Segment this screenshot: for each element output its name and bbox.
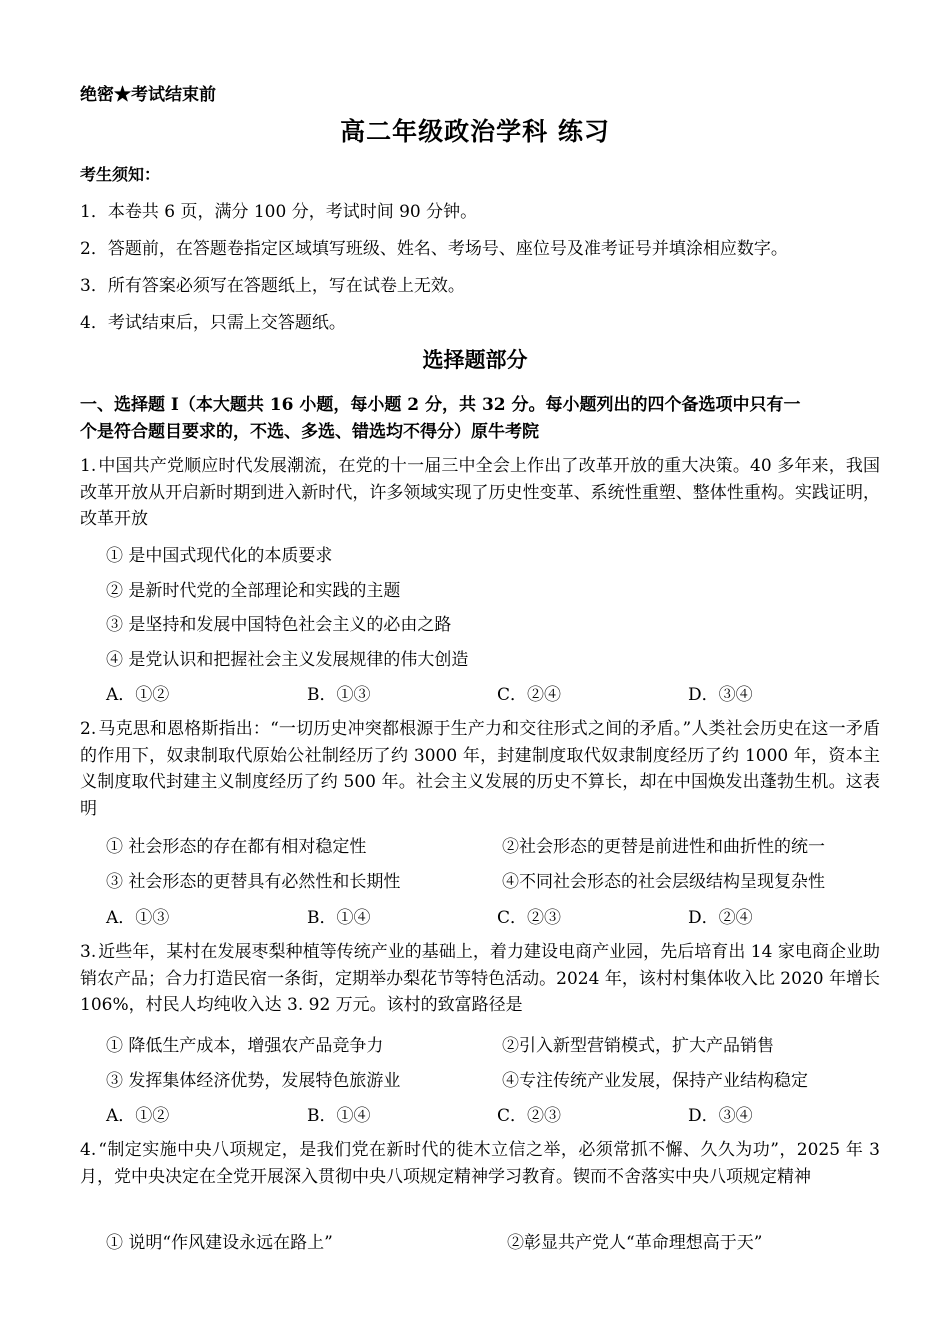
question-text: “制定实施中央八项规定，是我们党在新时代的徙木立信之举，必须常抓不懈、久久为功”，2025 年 3 月，党中央决定在全党开展深入贯彻中央八项规定精神学习教育。锲而不舍落实中央八项规定精神 (80, 1140, 880, 1187)
question-2-option: ① 社会形态的存在都有相对稳定性 (106, 837, 367, 857)
question-2-answer-a: A．①③ (106, 908, 170, 928)
question-1-answer-a: A．①② (106, 685, 170, 705)
notice-item: 3．所有答案必须写在答题纸上，写在试卷上无效。 (80, 276, 465, 296)
question-3-answer-a: A．①② (106, 1106, 170, 1126)
question-1-stem (80, 453, 880, 533)
question-2-stem (80, 716, 880, 822)
question-text: 近些年，某村在发展枣梨种植等传统产业的基础上，着力建设电商产业园，先后培育出 14 家电商企业助销农产品；合力打造民宿一条街，定期举办梨花节等特色活动。2024 年，该村村集体收入比 2020 年增长 106%，村民人均纯收入达 3. 92 万元。该村的致富路径是 (80, 942, 880, 1015)
question-2-answer-d: D．②④ (688, 908, 753, 928)
notice-heading: 考生须知： (80, 165, 161, 184)
question-1-option: ① 是中国式现代化的本质要求 (106, 546, 333, 566)
question-2-answer-c: C．②③ (497, 908, 562, 928)
question-text: 中国共产党顺应时代发展潮流，在党的十一届三中全会上作出了改革开放的重大决策。40 多年来，我国改革开放从开启新时期到进入新时代，许多领域实现了历史性变革、系统性重塑、整体性重构。实践证明，改革开放 (80, 456, 880, 529)
question-3-answer-b: B．①④ (307, 1106, 371, 1126)
question-4-option: ②彰显共产党人“革命理想高于天” (507, 1233, 763, 1253)
question-3-answer-d: D．③④ (688, 1106, 753, 1126)
question-number: 1. (80, 456, 97, 476)
question-1-answer-d: D．③④ (688, 685, 753, 705)
question-2-option: ④不同社会形态的社会层级结构呈现复杂性 (502, 872, 825, 892)
notice-item: 1．本卷共 6 页，满分 100 分，考试时间 90 分钟。 (80, 202, 478, 222)
question-2-option: ②社会形态的更替是前进性和曲折性的统一 (502, 837, 825, 857)
question-2-option: ③ 社会形态的更替具有必然性和长期性 (106, 872, 401, 892)
question-number: 4. (80, 1140, 97, 1160)
question-3-option: ① 降低生产成本，增强农产品竞争力 (106, 1036, 384, 1056)
question-2-answer-b: B．①④ (307, 908, 371, 928)
question-1-option: ③ 是坚持和发展中国特色社会主义的必由之路 (106, 615, 452, 635)
question-3-stem (80, 939, 880, 1019)
secret-label: 绝密★考试结束前 (80, 85, 216, 105)
question-number: 3. (80, 942, 97, 962)
question-3-option: ②引入新型营销模式，扩大产品销售 (502, 1036, 774, 1056)
question-number: 2. (80, 719, 97, 739)
page-title: 高二年级政治学科 练习 (340, 117, 610, 146)
question-1-answer-c: C．②④ (497, 685, 562, 705)
part-heading: 个是符合题目要求的，不选、多选、错选均不得分）原牛考院 (80, 422, 539, 442)
question-text: 马克思和恩格斯指出：“一切历史冲突都根源于生产力和交往形式之间的矛盾。”人类社会历史在这一矛盾的作用下，奴隶制取代原始公社制经历了约 3000 年，封建制度取代奴隶制度经历了约 1000 年，资本主义制度取代封建主义制度经历了约 500 年。社会主义发展的历史不算长，却在中国焕发出蓬勃生机。这表明 (80, 719, 880, 819)
notice-item: 2．答题前，在答题卷指定区域填写班级、姓名、考场号、座位号及准考证号并填涂相应数字。 (80, 239, 788, 259)
question-3-option: ④专注传统产业发展，保持产业结构稳定 (502, 1071, 808, 1091)
question-1-option: ④ 是党认识和把握社会主义发展规律的伟大创造 (106, 650, 469, 670)
question-1-option: ② 是新时代党的全部理论和实践的主题 (106, 581, 401, 601)
question-3-answer-c: C．②③ (497, 1106, 562, 1126)
question-4-stem (80, 1137, 880, 1190)
question-3-option: ③ 发挥集体经济优势，发展特色旅游业 (106, 1071, 401, 1091)
question-1-answer-b: B．①③ (307, 685, 371, 705)
part-heading: 一、选择题 I（本大题共 16 小题，每小题 2 分，共 32 分。每小题列出的四个备选项中只有一 (80, 395, 801, 415)
section-title: 选择题部分 (422, 347, 528, 372)
question-4-option: ① 说明“作风建设永远在路上” (106, 1233, 333, 1253)
notice-item: 4．考试结束后，只需上交答题纸。 (80, 313, 346, 333)
